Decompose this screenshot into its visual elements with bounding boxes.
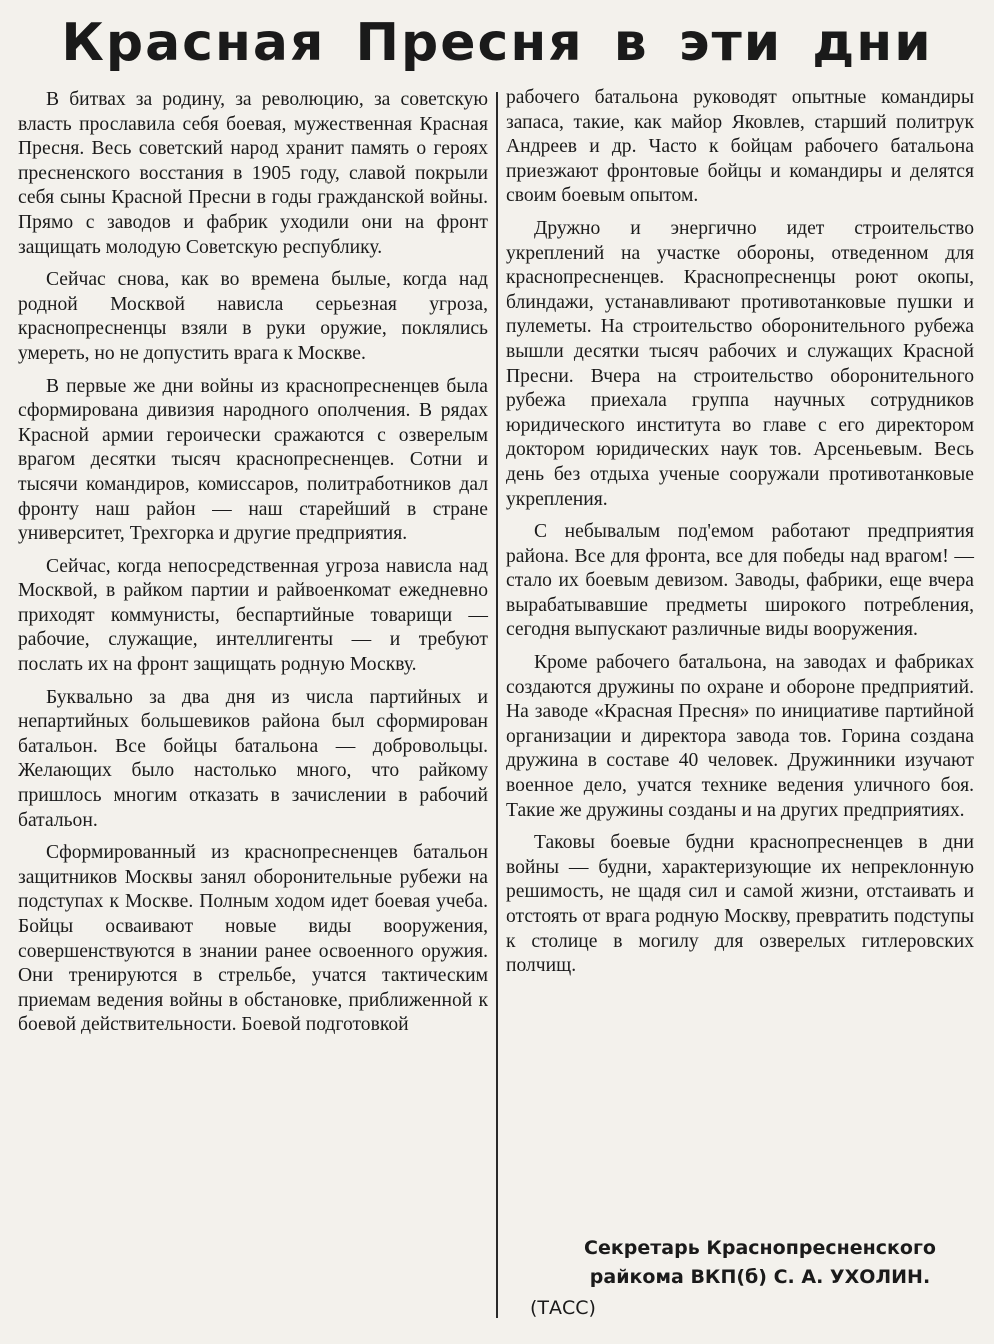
left-column xyxy=(18,88,488,1046)
paragraph: Сейчас снова, как во времена былые, когда над родной Москвой нависла серьезная угроза, краснопресненцы взяли в руки оружие, поклялись умереть, но не допустить врага к Москве. xyxy=(18,269,488,364)
paragraph: Дружно и энергично идет строительство укреплений на участке обороны, отведенном для краснопресненцев. Краснопресненцы роют окопы, блиндажи, устанавливают противотанковые пушки и пулеметы. На строительство оборонительного рубежа вышли десятки тысяч рабочих и служащих Красной Пресни. Вчера на строительство оборонительного рубежа приехала группа научных сотрудников юридического института во главе с его директором доктором юридических наук тов. Арсеньевым. Весь день без отдыха ученые сооружали противотанковые укрепления. xyxy=(506,217,974,510)
paragraph: Кроме рабочего батальона, на заводах и фабриках создаются дружины по охране и обороне предприятий. На заводе «Красная Пресня» по инициативе партийной организации и директора завода тов. Горина создана дружина в составе 40 человек. Дружинники изучают военное дело, учатся технике ведения уличного боя. Такие же дружины созданы и на других предприятиях. xyxy=(506,652,974,821)
signature-title: Секретарь Краснопресненского xyxy=(584,1237,936,1259)
paragraph: Сейчас, когда непосредственная угроза нависла над Москвой, в райком партии и райвоенкомат ежедневно приходят коммунисты, беспартийные товарищи — рабочие, служащие, интеллигенты — и требуют послать их на фронт защищать родную Москву. xyxy=(18,555,488,676)
paragraph: В первые же дни войны из краснопресненцев была сформирована дивизия народного ополчения. В рядах Красной армии героически сражаются с озверелым врагом десятки тысяч краснопресненцев. Сотни и тысячи командиров, комиссаров, политработников дал фронту наш район — наш старейший в стране университет, Трехгорка и другие предприятия. xyxy=(18,375,488,545)
paragraph: Таковы боевые будни краснопресненцев в дни войны — будни, характеризующие их непреклонную решимость, не щадя сил и самой жизни, отстаивать и отстоять от врага родную Москву, превратить подступы к столице в могилу для озверелых гитлеровских полчищ. xyxy=(506,832,974,977)
paragraph: Сформированный из краснопресненцев батальон защитников Москвы занял оборонительные рубежи на подступах к Москве. Полным ходом идет боевая учеба. Бойцы осваивают новые виды вооружения, совершенствуются в знании ранее освоенного оружия. Они тренируются в стрельбе, учатся тактическим приемам ведения войны в обстановке, приближенной к боевой действительности. Боевой подготовкой xyxy=(18,842,488,1036)
paragraph: Буквально за два дня из числа партийных и непартийных большевиков района был сформирован батальон. Все бойцы батальона — добровольцы. Желающих было настолько много, что райкому пришлось многим отказать в зачислении в рабочий батальон. xyxy=(18,686,488,831)
article-headline: Красная Пресня в эти дни xyxy=(61,13,933,73)
news-agency: (ТАСС) xyxy=(530,1297,596,1319)
paragraph: С небывалым под'емом работают предприятия района. Все для фронта, все для победы над врагом! — стало их боевым девизом. Заводы, фабрики, еще вчера вырабатывавшие предметы широкого потребления, сегодня выпускают различные виды вооружения. xyxy=(506,521,974,641)
paragraph: В битвах за родину, за революцию, за советскую власть прославила себя боевая, мужественная Красная Пресня. Весь советский народ хранит память о героях пресненского восстания в 1905 году, славой покрыли себя сыны Красной Пресни в годы гражданской войны. Прямо с заводов и фабрик уходили они на фронт защищать молодую Советскую республику. xyxy=(18,89,488,258)
right-column xyxy=(506,86,974,987)
column-divider xyxy=(496,92,498,1318)
paragraph-continuation: рабочего батальона руководят опытные командиры запаса, такие, как майор Яковлев, старший политрук Андреев и др. Часто к бойцам рабочего батальона приезжают фронтовые бойцы и командиры и делятся своим боевым опытом. xyxy=(506,87,974,207)
signature-name: райкома ВКП(б) С. А. УХОЛИН. xyxy=(589,1266,931,1288)
